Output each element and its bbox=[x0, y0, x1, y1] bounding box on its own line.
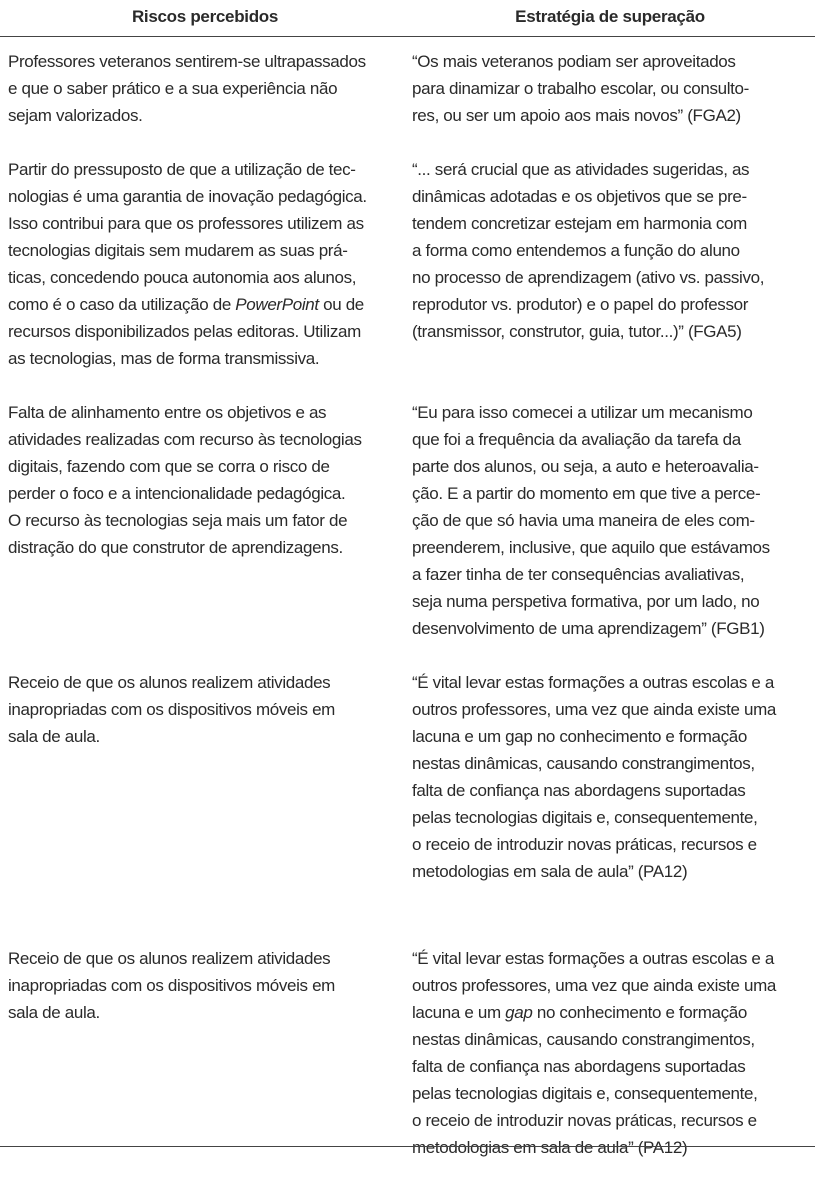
text-line: a forma como entendemos a função do aluno bbox=[412, 241, 740, 260]
table-row bbox=[0, 399, 815, 642]
text-line: “... será crucial que as atividades sugeridas, as bbox=[412, 160, 750, 179]
text-line: ticas, concedendo pouca autonomia aos alunos, bbox=[8, 268, 357, 287]
text-line: falta de confiança nas abordagens suportadas bbox=[412, 781, 746, 800]
italic-term: PowerPoint bbox=[235, 295, 319, 314]
text-line: no processo de aprendizagem (ativo vs. passivo, bbox=[412, 268, 765, 287]
text-line: recursos disponibilizados pelas editoras. Utilizam bbox=[8, 322, 361, 341]
text-line: seja numa perspetiva formativa, por um lado, no bbox=[412, 592, 760, 611]
text-line: a fazer tinha de ter consequências avaliativas, bbox=[412, 565, 745, 584]
text-line: o receio de introduzir novas práticas, recursos e bbox=[412, 1111, 757, 1130]
text-line: inapropriadas com os dispositivos móveis em bbox=[8, 976, 335, 995]
text-line: para dinamizar o trabalho escolar, ou consulto- bbox=[412, 79, 749, 98]
text-segment: como é o caso da utilização de bbox=[8, 295, 236, 314]
strategy-cell bbox=[412, 945, 812, 1161]
strategy-cell bbox=[412, 399, 812, 642]
text-line: parte dos alunos, ou seja, a auto e heteroavalia- bbox=[412, 457, 759, 476]
text-line: lacuna e um gap no conhecimento e formação bbox=[412, 727, 747, 746]
table-header bbox=[0, 0, 815, 37]
text-segment: ou de bbox=[318, 295, 364, 314]
text-line: tecnologias digitais sem mudarem as suas prá- bbox=[8, 241, 348, 260]
text-line: distração do que construtor de aprendizagens. bbox=[8, 538, 343, 557]
text-line: atividades realizadas com recurso às tecnologias bbox=[8, 430, 362, 449]
text-line: sejam valorizados. bbox=[8, 106, 143, 125]
text-line: digitais, fazendo com que se corra o risco de bbox=[8, 457, 330, 476]
table-bottom-rule bbox=[0, 1146, 815, 1147]
table-body bbox=[0, 48, 815, 1188]
text-line: nestas dinâmicas, causando constrangimentos, bbox=[412, 1030, 755, 1049]
text-line: preenderem, inclusive, que aquilo que estávamos bbox=[412, 538, 770, 557]
text-line: sala de aula. bbox=[8, 1003, 100, 1022]
risk-cell bbox=[8, 156, 413, 372]
text-line: falta de confiança nas abordagens suportadas bbox=[412, 1057, 746, 1076]
text-line: Partir do pressuposto de que a utilização de tec- bbox=[8, 160, 356, 179]
table-row bbox=[0, 48, 815, 129]
text-line: outros professores, uma vez que ainda existe uma bbox=[412, 976, 777, 995]
text-line: Receio de que os alunos realizem atividades bbox=[8, 949, 331, 968]
text-line: “É vital levar estas formações a outras escolas e a bbox=[412, 673, 774, 692]
text-line: nologias é uma garantia de inovação pedagógica. bbox=[8, 187, 367, 206]
text-line: perder o foco e a intencionalidade pedagógica. bbox=[8, 484, 346, 503]
text-line: “Os mais veteranos podiam ser aproveitados bbox=[412, 52, 736, 71]
strategy-cell bbox=[412, 48, 812, 129]
text-line: “Eu para isso comecei a utilizar um mecanismo bbox=[412, 403, 753, 422]
text-line: sala de aula. bbox=[8, 727, 100, 746]
text-line: pelas tecnologias digitais e, consequentemente, bbox=[412, 1084, 758, 1103]
text-line: metodologias em sala de aula” (PA12) bbox=[412, 862, 688, 881]
text-line: o receio de introduzir novas práticas, recursos e bbox=[412, 835, 757, 854]
text-segment: no conhecimento e formação bbox=[532, 1003, 747, 1022]
text-line: pelas tecnologias digitais e, consequentemente, bbox=[412, 808, 758, 827]
text-line: res, ou ser um apoio aos mais novos” (FGA2) bbox=[412, 106, 741, 125]
text-line: dinâmicas adotadas e os objetivos que se pre- bbox=[412, 187, 747, 206]
strategy-cell bbox=[412, 669, 812, 885]
text-line: inapropriadas com os dispositivos móveis em bbox=[8, 700, 335, 719]
table-row bbox=[0, 945, 815, 1161]
text-line: as tecnologias, mas de forma transmissiva. bbox=[8, 349, 320, 368]
text-line: reprodutor vs. produtor) e o papel do professor bbox=[412, 295, 749, 314]
text-line: (transmissor, construtor, guia, tutor...)” (FGA5) bbox=[412, 322, 742, 341]
text-line: nestas dinâmicas, causando constrangimentos, bbox=[412, 754, 755, 773]
text-line: “É vital levar estas formações a outras escolas e a bbox=[412, 949, 774, 968]
strategy-cell bbox=[412, 156, 812, 372]
table-row bbox=[0, 156, 815, 372]
text-line: Receio de que os alunos realizem atividades bbox=[8, 673, 331, 692]
text-line: Professores veteranos sentirem-se ultrapassados bbox=[8, 52, 366, 71]
risk-cell bbox=[8, 945, 413, 1161]
column-header-strategy: Estratégia de superação bbox=[515, 7, 705, 26]
italic-term: gap bbox=[505, 1003, 533, 1022]
table-row bbox=[0, 669, 815, 885]
risk-cell bbox=[8, 399, 413, 642]
risk-cell bbox=[8, 669, 413, 885]
text-line: O recurso às tecnologias seja mais um fator de bbox=[8, 511, 348, 530]
text-line: ção de que só havia uma maneira de eles com- bbox=[412, 511, 755, 530]
text-line: e que o saber prático e a sua experiência não bbox=[8, 79, 338, 98]
text-line: Falta de alinhamento entre os objetivos e as bbox=[8, 403, 327, 422]
text-segment: lacuna e um bbox=[412, 1003, 506, 1022]
text-line: que foi a frequência da avaliação da tarefa da bbox=[412, 430, 741, 449]
text-line: Isso contribui para que os professores utilizem as bbox=[8, 214, 364, 233]
risk-cell bbox=[8, 48, 413, 129]
text-line: tendem concretizar estejam em harmonia com bbox=[412, 214, 747, 233]
text-line: metodologias em sala de aula” (PA12) bbox=[412, 1138, 688, 1157]
text-line: desenvolvimento de uma aprendizagem” (FGB1) bbox=[412, 619, 765, 638]
text-line: ção. E a partir do momento em que tive a perce- bbox=[412, 484, 761, 503]
column-header-risks: Riscos percebidos bbox=[131, 7, 279, 26]
text-line bbox=[412, 999, 812, 1026]
text-line: outros professores, uma vez que ainda existe uma bbox=[412, 700, 777, 719]
text-line bbox=[8, 291, 413, 318]
